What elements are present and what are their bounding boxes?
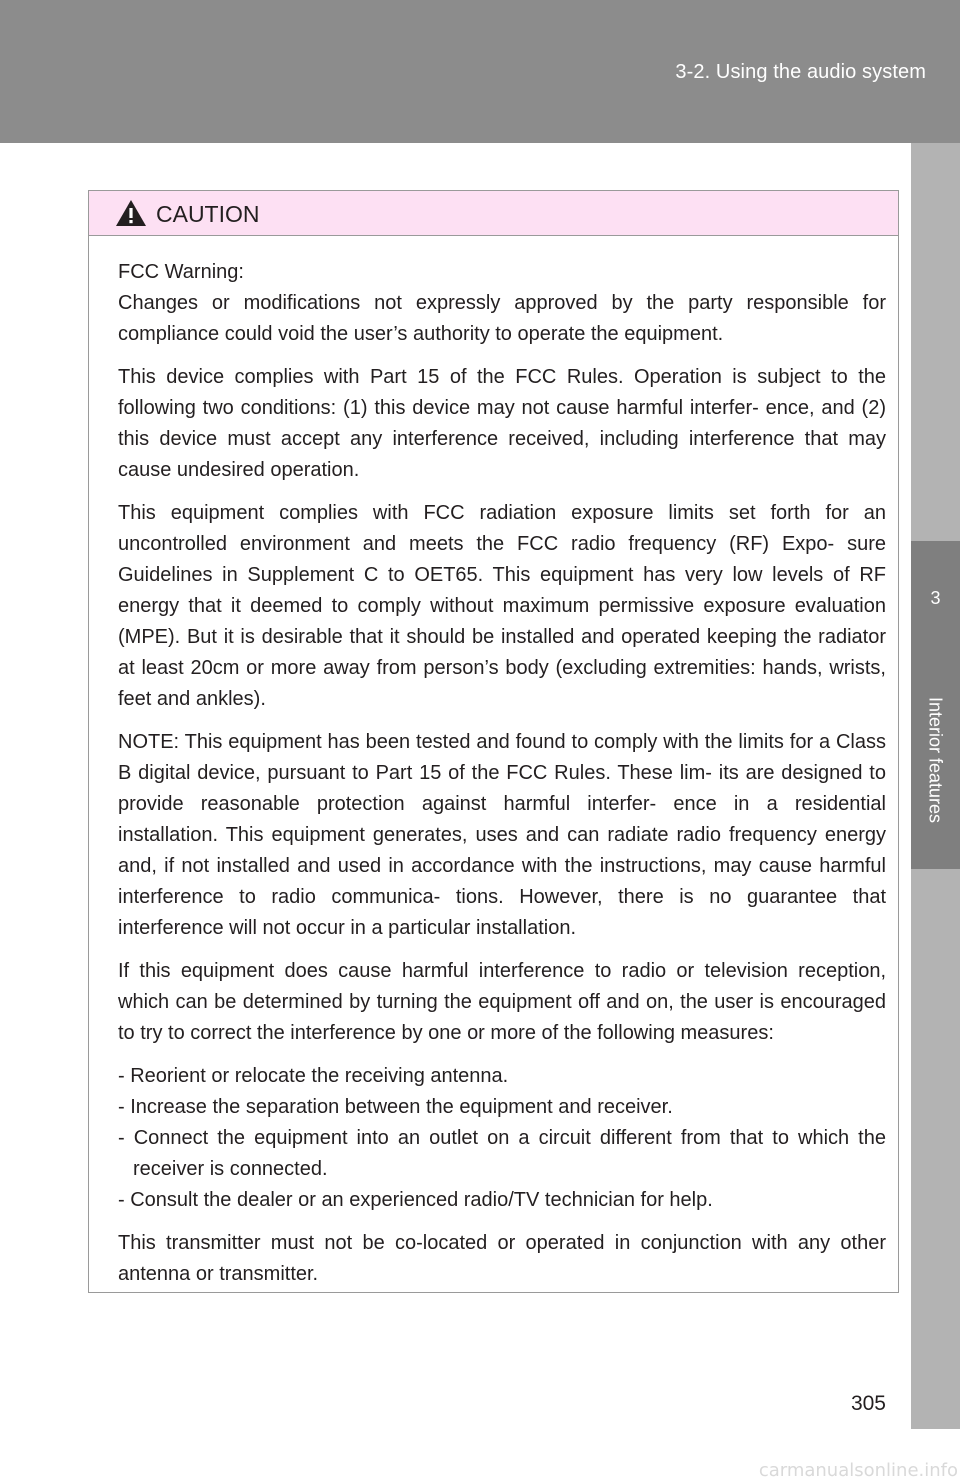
caution-paragraph — [118, 257, 886, 350]
chapter-number: 3 — [930, 588, 941, 608]
caution-paragraph: NOTE: This equipment has been tested and found to comply with the limits for a Class B digital device, pursuant to Part 15 of the FCC Rules. These lim- its are designed to provide reasonable protection against harmful interfer- ence in a residential installation. This equipment generates, uses and can radiate radio frequency energy and, if not installed and used in accordance with the instructions, may cause harmful interference to radio communica- tions. However, there is no guarantee that interference will not occur in a particular installation. — [118, 731, 886, 939]
page-number: 305 — [850, 1392, 886, 1415]
section-title: 3-2. Using the audio system — [675, 61, 926, 83]
list-item: - Connect the equipment into an outlet on a circuit different from that to which the receiver is connected. — [118, 1127, 886, 1180]
measures-list — [118, 1061, 886, 1216]
fcc-warning-heading: FCC Warning: — [118, 261, 244, 283]
caution-body — [118, 257, 886, 1302]
caution-paragraph: This device complies with Part 15 of the FCC Rules. Operation is subject to the following two conditions: (1) this device may not cause harmful interfer- ence, and (2) this device must accept any interference received, including interference that may cause undesired operation. — [118, 366, 886, 481]
fcc-warning-text: Changes or modifications not expressly approved by the party responsible for compliance could void the user’s authority to operate the equipment. — [118, 292, 886, 345]
side-tab-inactive-lower — [911, 869, 960, 1429]
caution-paragraph: This equipment complies with FCC radiation exposure limits set forth for an uncontrolled environment and meets the FCC radio frequency (RF) Expo- sure Guidelines in Supplement C to OET65. This equipment has very low levels of RF energy that it deemed to comply without maximum permissive exposure evaluation (MPE). But it is desirable that it should be installed and operated keeping the radiator at least 20cm or more away from person’s body (excluding extremities: hands, wrists, feet and ankles). — [118, 502, 886, 710]
caution-title: CAUTION — [156, 201, 260, 227]
caution-box — [88, 190, 899, 1293]
caution-paragraph: This transmitter must not be co-located or operated in conjunction with any other antenna or transmitter. — [118, 1232, 886, 1285]
side-tab-inactive-upper — [911, 143, 960, 541]
warning-triangle-icon — [115, 199, 147, 227]
caution-paragraph: If this equipment does cause harmful interference to radio or television reception, which can be determined by turning the equipment off and on, the user is encouraged to try to correct the interference by one or more of the following measures: — [118, 960, 886, 1044]
caution-header — [89, 191, 898, 236]
list-item: - Reorient or relocate the receiving antenna. — [118, 1065, 509, 1087]
page-header — [0, 0, 960, 143]
list-item: - Increase the separation between the equipment and receiver. — [118, 1096, 673, 1118]
list-item: - Consult the dealer or an experienced radio/TV technician for help. — [118, 1189, 713, 1211]
watermark: carmanualsonline.info — [758, 1460, 958, 1481]
chapter-label: Interior features — [925, 696, 946, 824]
